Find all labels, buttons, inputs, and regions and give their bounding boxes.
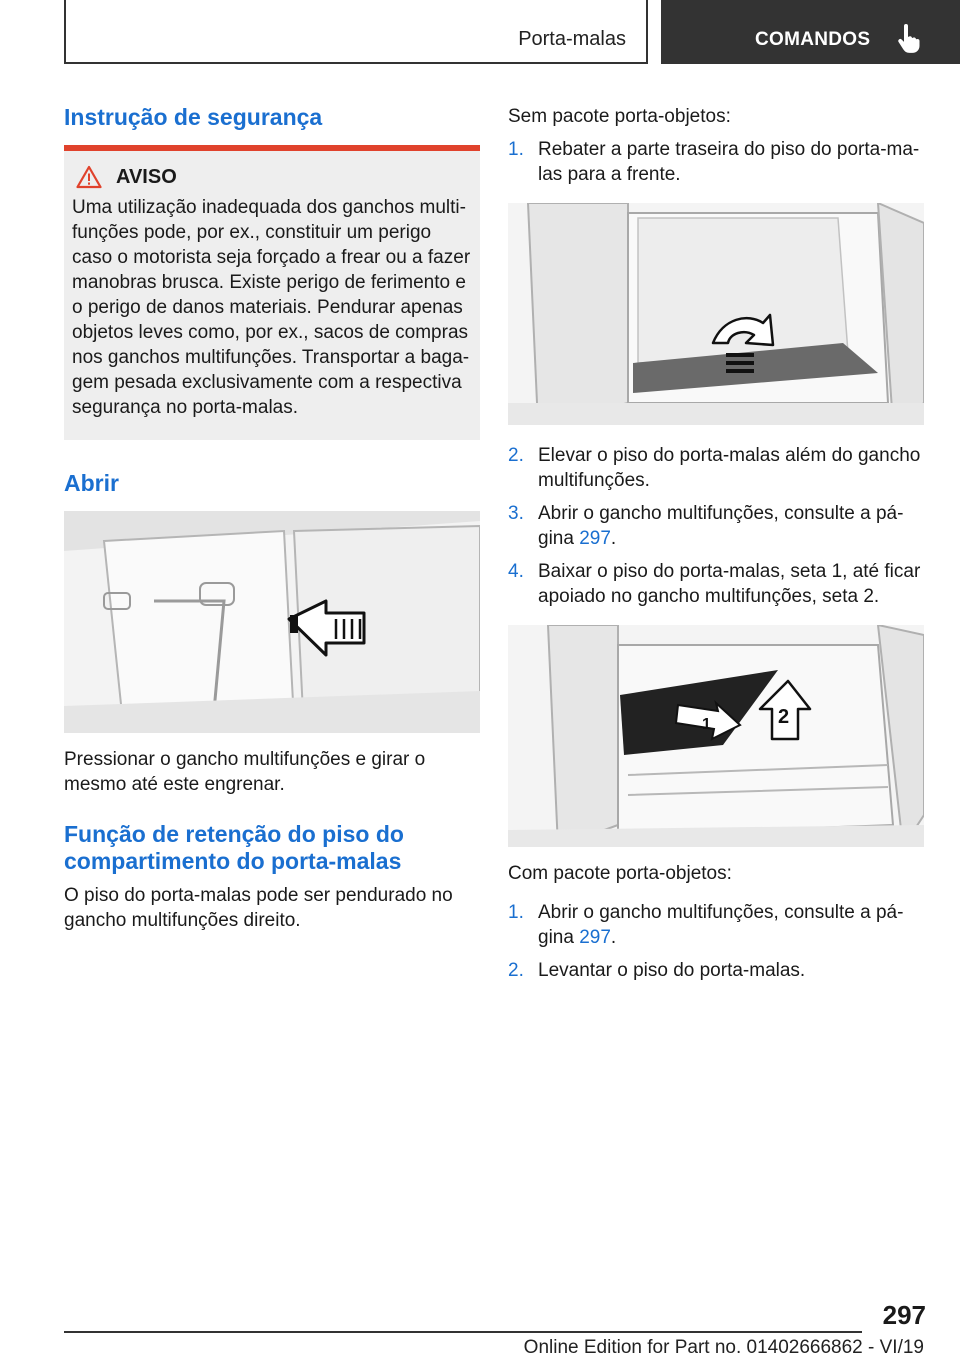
- list-item: [508, 900, 924, 950]
- page-number: 297: [882, 1300, 926, 1330]
- retention-heading: Função de retenção do piso do compartimento do porta-malas: [64, 821, 404, 874]
- photo-fold-floor: [508, 203, 924, 425]
- warning-label: AVISO: [116, 165, 177, 188]
- list-item: [508, 559, 924, 609]
- open-heading: Abrir: [64, 470, 119, 496]
- step-text: Elevar o piso do porta-malas além do gancho multifunções.: [538, 445, 921, 491]
- step-number: 1.: [508, 139, 524, 160]
- arrow-label-2: 2: [778, 706, 790, 728]
- warning-text: Uma utilização inadequada dos ganchos multi-funções pode, por ex., constituir um perigo caso o motorista seja forçado a frear ou a fazer manobras brusca. Existe perigo de ferimento e o perigo de danos materiais. Pendurar apenas objetos leves como, por ex., sacos de compras nos ganchos multifunções. Transportar a baga-gem pesada exclusivamente com a respectiva segurança no porta-malas.: [72, 197, 471, 418]
- retention-text: O piso do porta-malas pode ser pendurado no gancho multifunções direito.: [64, 885, 453, 931]
- list-item: [508, 501, 924, 551]
- photo-open-hook: [64, 511, 480, 733]
- header-section-title: Porta-malas: [518, 28, 626, 50]
- step-number: 2.: [508, 445, 524, 466]
- steps-without-package-1: [508, 137, 924, 187]
- step-text-wrap: [538, 501, 924, 551]
- step-number: 3.: [508, 503, 524, 524]
- step-text: Abrir o gancho multifunções, consulte a pá-gina: [538, 503, 904, 549]
- step-text: Levantar o piso do porta-malas.: [538, 960, 806, 981]
- step-text: Abrir o gancho multifunções, consulte a pá-gina: [538, 902, 904, 948]
- step-number: 4.: [508, 561, 524, 582]
- step-number: 1.: [508, 902, 524, 923]
- step-text: Rebater a parte traseira do piso do porta-ma-las para a frente.: [538, 139, 920, 185]
- warning-box: [64, 151, 480, 440]
- safety-heading: Instrução de segurança: [64, 104, 323, 130]
- list-item: [508, 443, 924, 493]
- hand-pointer-icon: [895, 24, 921, 54]
- page-reference-link[interactable]: 297: [579, 927, 611, 948]
- footer-edition: Online Edition for Part no. 01402666862 - VI/19: [523, 1337, 924, 1358]
- header-section-box: [64, 0, 648, 64]
- footer-rule: [64, 1331, 862, 1333]
- steps-without-package-2: [508, 443, 924, 609]
- step-number: 2.: [508, 960, 524, 981]
- step-text-wrap: [538, 900, 924, 950]
- left-column: [64, 100, 480, 933]
- warning-triangle-icon: [76, 165, 102, 189]
- right-column: [508, 100, 924, 983]
- header-chapter-title: COMANDOS: [755, 29, 871, 50]
- steps-with-package: [508, 900, 924, 983]
- step-suffix: .: [610, 528, 617, 549]
- with-package-label: Com pacote porta-objetos:: [508, 863, 732, 884]
- page-reference-link[interactable]: 297: [579, 528, 611, 549]
- photo-lower-floor: [508, 625, 924, 847]
- step-suffix: .: [610, 927, 617, 948]
- list-item: [508, 137, 924, 187]
- step-text: Baixar o piso do porta-malas, seta 1, até ficar apoiado no gancho multifunções, seta 2.: [538, 561, 921, 607]
- without-package-label: Sem pacote porta-objetos:: [508, 106, 731, 127]
- warning-header: [72, 165, 472, 189]
- list-item: [508, 958, 924, 983]
- header-chapter-box: [661, 0, 960, 64]
- open-text: Pressionar o gancho multifunções e girar o mesmo até este engrenar.: [64, 749, 426, 795]
- arrow-label-1: 1: [702, 716, 711, 733]
